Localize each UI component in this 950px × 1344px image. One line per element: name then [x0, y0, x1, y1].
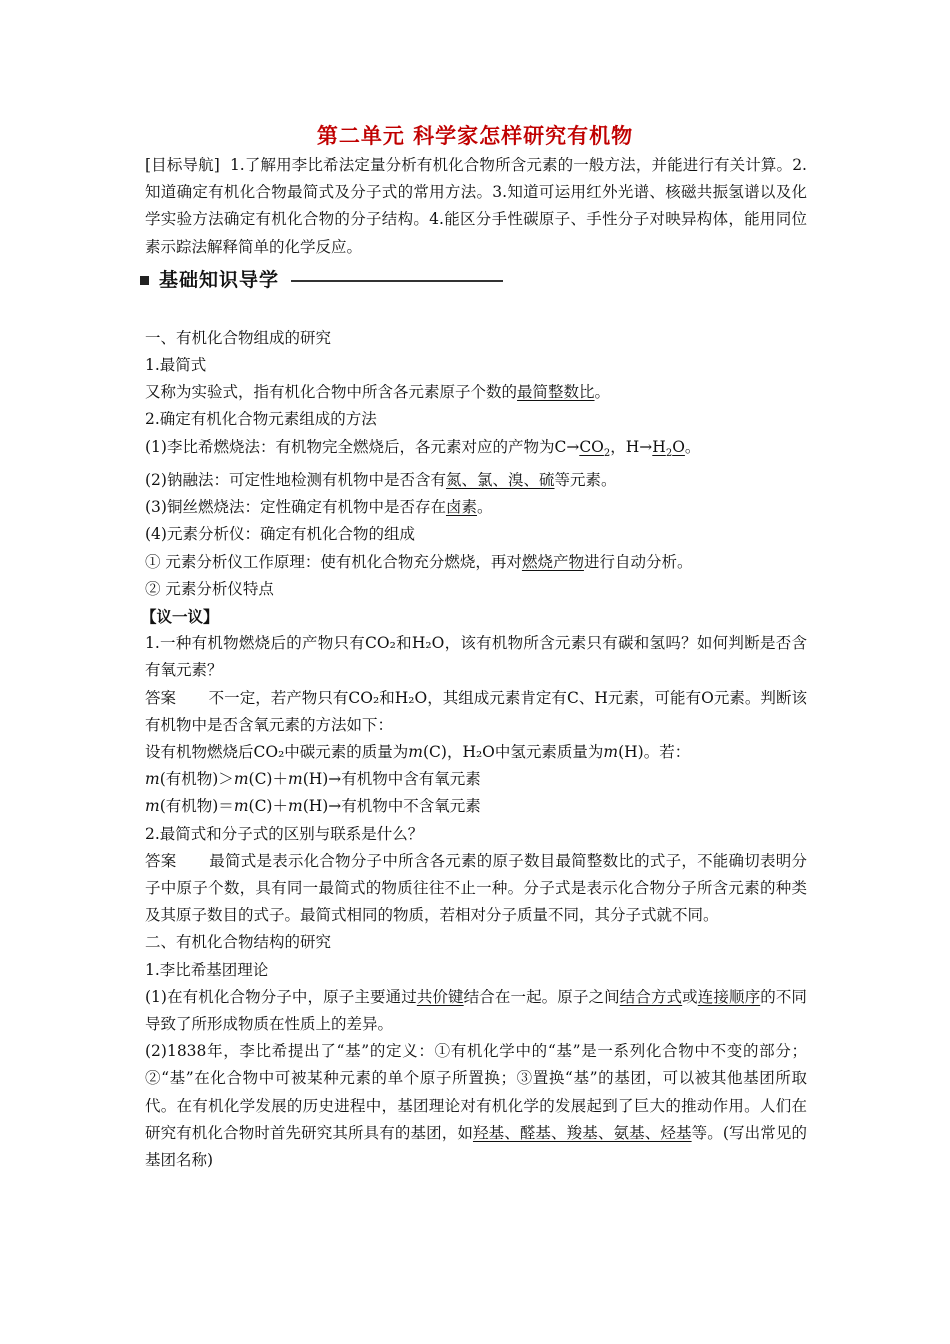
s1-item6: ② 元素分析仪特点 [145, 579, 274, 598]
s1-item5: ① 元素分析仪工作原理：使有机化合物充分燃烧，再对燃烧产物进行自动分析。 [145, 552, 693, 571]
blank-answer: 羟基、醛基、羧基、氨基、烃基 [472, 1123, 692, 1142]
discuss-heading: 【议一议】 [141, 606, 219, 626]
s1-item3: (3)铜丝燃烧法：定性确定有机物中是否存在卤素。 [145, 498, 493, 517]
formula-2: m(有机物)＝m(C)＋m(H)→有机物中不含氧元素 [145, 797, 481, 816]
s1-item2: (2)钠融法：可定性地检测有机物中是否含有氮、氯、溴、硫等元素。 [145, 470, 617, 489]
answer-label: 答案 [145, 851, 177, 870]
formula-1: m(有机物)＞m(C)＋m(H)→有机物中含有氧元素 [145, 770, 481, 789]
goal-text: 1.了解用李比希法定量分析有机化合物所含元素的一般方法，并能进行有关计算。2.知道确定有机化合物最简式及分子式的常用方法。3.知道可运用红外光谱、核磁共振氢谱以及化学实验方法确定有机化合物的分子结构。4.能区分手性碳原子、手性分子对映异构体，能用同位素示踪法解释简单的化学反应。 [145, 156, 807, 256]
blank-answer: 卤素 [445, 498, 477, 517]
s2-para1: (1)在有机化合物分子中，原子主要通过共价键结合在一起。原子之间结合方式或连接顺序的不同导致了所形成物质在性质上的差异。 [145, 987, 807, 1033]
answer-1: 答案 不一定，若产物只有CO₂和H₂O，其组成元素肯定有C、H元素，可能有O元素。判断该有机物中是否含氧元素的方法如下： [145, 688, 807, 734]
question-1: 1.一种有机物燃烧后的产物只有CO₂和H₂O，该有机物所含元素只有碳和氢吗？如何判断是否含有氧元素？ [145, 634, 807, 680]
blank-answer: 氮、氯、溴、硫 [445, 470, 555, 489]
question-2: 2.最简式和分子式的区别与联系是什么？ [145, 824, 424, 843]
s2-para2: (2)1838年，李比希提出了“基”的定义：①有机化学中的“基”是一系列化合物中不变的部分；②“基”在化合物中可被某种元素的单个原子所置换；③置换“基”的基团，可以被其他基团所取代。在有机化学发展的历史进程中，基团理论对有机化学的发展起到了巨大的推动作用。人们在研究有机化合物时首先研究其所具有的基团，如羟基、醛基、羧基、氨基、烃基等。(写出常见的基团名称) [145, 1042, 807, 1169]
blank-answer: 共价键 [416, 987, 464, 1006]
heading-rule [291, 280, 503, 282]
goal-paragraph [145, 152, 807, 261]
s1-heading: 一、有机化合物组成的研究 [145, 328, 332, 347]
blank-answer: $H_2O$ [652, 437, 685, 459]
s1-item1: (1)李比希燃烧法：有机物完全燃烧后，各元素对应的产物为$C\to CO_2$，$H\to H_2O$。 [145, 437, 701, 459]
s1-item4: (4)元素分析仪：确定有机化合物的组成 [145, 525, 415, 544]
s1-sub2: 2.确定有机化合物元素组成的方法 [145, 410, 377, 429]
s2-heading: 二、有机化合物结构的研究 [145, 933, 332, 952]
goal-label: [目标导航] [145, 156, 220, 174]
answer-label: 答案 [145, 688, 177, 707]
answer-1-detail: 设有机物燃烧后CO₂中碳元素的质量为m(C)，H₂O中氢元素质量为m(H)。若： [145, 742, 691, 761]
blank-answer: 连接顺序 [697, 987, 761, 1006]
s2-sub1: 1.李比希基团理论 [145, 960, 269, 979]
s1-text1: 又称为实验式，指有机化合物中所含各元素原子个数的最简整数比。 [145, 383, 611, 402]
s1-sub1: 1.最简式 [145, 356, 207, 375]
section-heading [140, 265, 807, 297]
answer-2: 答案 最简式是表示化合物分子中所含各元素的原子数目最简整数比的式子，不能确切表明分子中原子个数，具有同一最简式的物质往往不止一种。分子式是表示化合物分子所含元素的种类及其原子数目的式子。最简式相同的物质，若相对分子质量不同，其分子式就不同。 [145, 851, 807, 925]
blank-answer: 燃烧产物 [521, 552, 584, 571]
section-heading-text: 基础知识导学 [159, 269, 280, 292]
blank-answer: $CO_2$ [579, 437, 611, 459]
blank-answer: 结合方式 [619, 987, 683, 1006]
square-bullet-icon [140, 276, 149, 285]
blank-answer: 最简整数比 [517, 383, 595, 402]
page-title: 第二单元 科学家怎样研究有机物 [316, 124, 634, 148]
content-body [141, 152, 807, 1174]
